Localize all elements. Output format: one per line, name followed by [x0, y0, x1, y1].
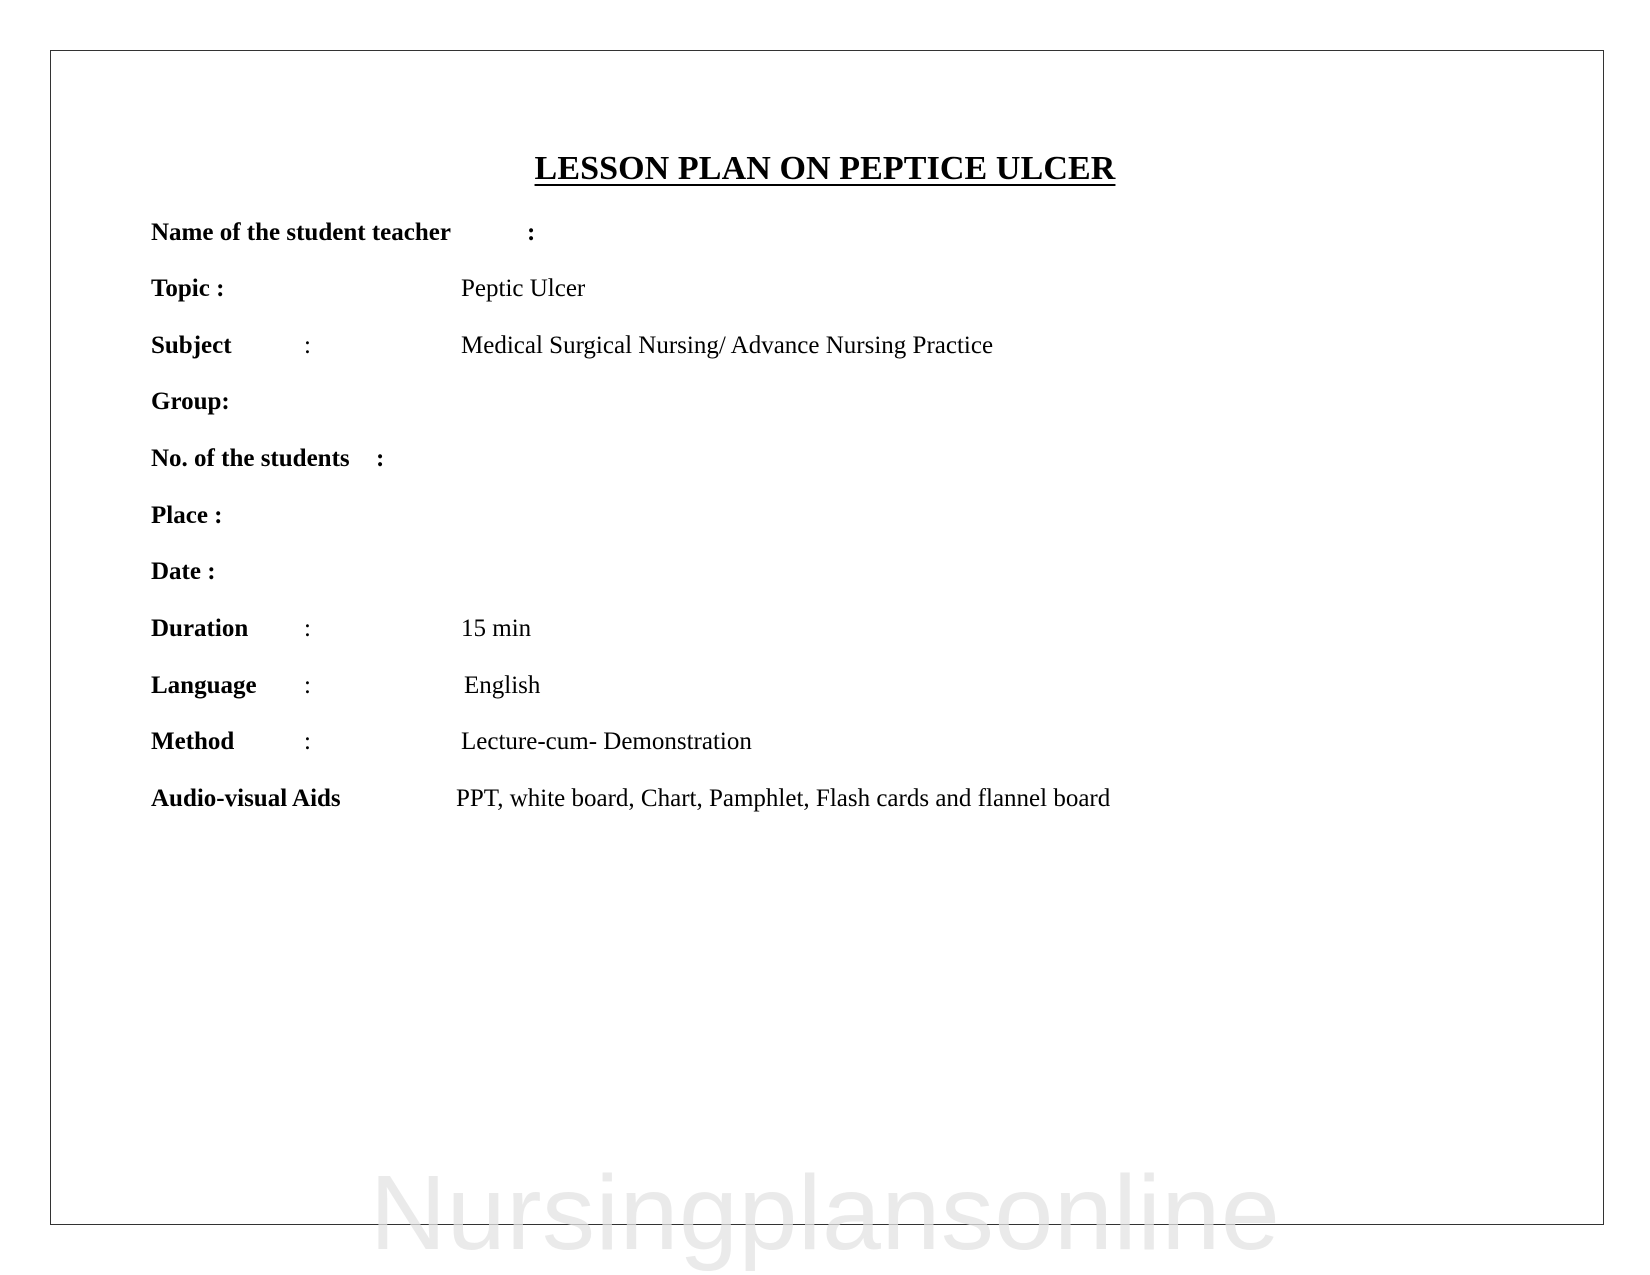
field-value-audio-visual-aids: PPT, white board, Chart, Pamphlet, Flash cards and flannel board [456, 785, 1111, 812]
field-colon-student-teacher: : [527, 219, 536, 246]
field-label-date: Date : [151, 558, 216, 585]
field-label-duration: Duration [151, 615, 249, 642]
field-colon-language: : [304, 672, 311, 699]
field-value-method: Lecture-cum- Demonstration [461, 728, 752, 755]
field-label-group: Group: [151, 388, 230, 415]
field-label-audio-visual-aids: Audio-visual Aids [151, 785, 341, 812]
field-colon-duration: : [304, 615, 311, 642]
field-colon-method: : [304, 728, 311, 755]
field-value-subject: Medical Surgical Nursing/ Advance Nursing Practice [461, 332, 994, 359]
field-value-topic: Peptic Ulcer [461, 275, 586, 302]
field-label-topic: Topic : [151, 275, 225, 302]
field-value-language: English [464, 672, 541, 699]
field-colon-no-of-students: : [376, 445, 385, 472]
field-value-duration: 15 min [461, 615, 532, 642]
field-label-place: Place : [151, 502, 223, 529]
field-label-no-of-students: No. of the students [151, 445, 350, 472]
watermark: Nursingplansonline [369, 1154, 1281, 1272]
field-colon-subject: : [304, 332, 311, 359]
field-label-subject: Subject [151, 332, 232, 359]
field-label-student-teacher: Name of the student teacher [151, 219, 451, 246]
field-label-language: Language [151, 672, 257, 699]
field-label-method: Method [151, 728, 235, 755]
document-title: LESSON PLAN ON PEPTICE ULCER [534, 150, 1116, 187]
